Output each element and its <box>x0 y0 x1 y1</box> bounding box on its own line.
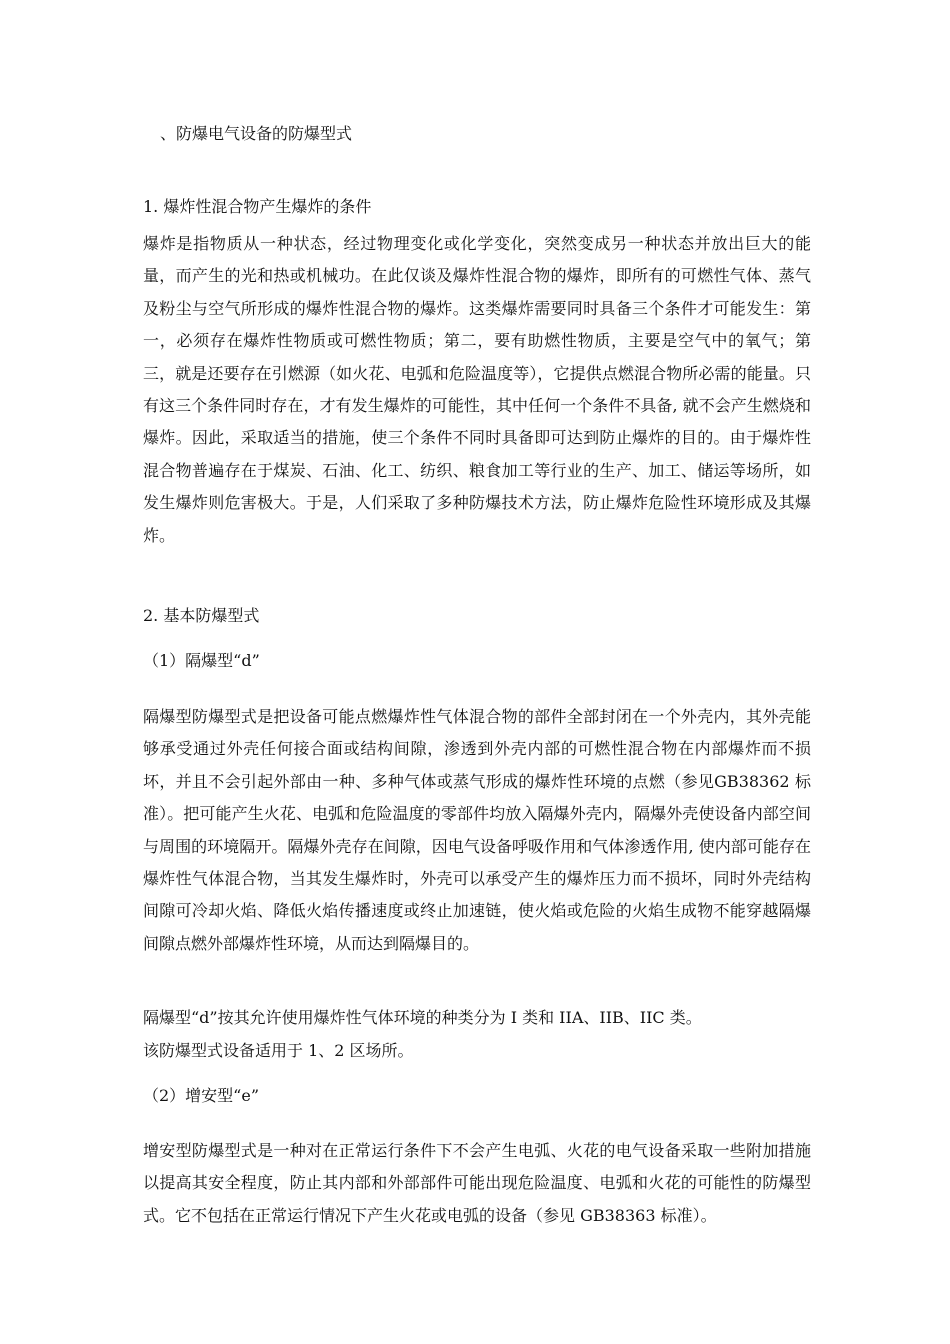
paragraph-type-e: 增安型防爆型式是一种对在正常运行条件下不会产生电弧、火花的电气设备采取一些附加措施以提高其安全程度，防止其内部和外部部件可能出现危险温度、电弧和火花的可能性的防爆型式。它不包括在正常运行情况下产生火花或电弧的设备（参见 GB38363 标准）。 <box>143 1141 811 1225</box>
paragraph-explosion-conditions: 爆炸是指物质从一种状态，经过物理变化或化学变化，突然变成另一种状态并放出巨大的能量，而产生的光和热或机械功。在此仅谈及爆炸性混合物的爆炸，即所有的可燃性气体、蒸气及粉尘与空气所形成的爆炸性混合物的爆炸。这类爆炸需要同时具备三个条件才可能发生：第一，必须存在爆炸性物质或可燃性物质；第二，要有助燃性物质，主要是空气中的氧气；第三，就是还要存在引燃源（如火花、电弧和危险温度等），它提供点燃混合物所必需的能量。只有这三个条件同时存在，才有发生爆炸的可能性，其中任何一个条件不具备, 就不会产生燃烧和爆炸。因此，采取适当的措施，使三个条件不同时具备即可达到防止爆炸的目的。由于爆炸性混合物普遍存在于煤炭、石油、化工、纺织、粮食加工等行业的生产、加工、储运等场所，如发生爆炸则危害极大。于是，人们采取了多种防爆技术方法，防止爆炸危险性环境形成及其爆炸。 <box>143 234 811 545</box>
paragraph-type-d: 隔爆型防爆型式是把设备可能点燃爆炸性气体混合物的部件全部封闭在一个外壳内，其外壳能够承受通过外壳任何接合面或结构间隙，渗透到外壳内部的可燃性混合物在内部爆炸而不损坏，并且不会引起外部由一种、多种气体或蒸气形成的爆炸性环境的点燃（参见GB38362 标准）。把可能产生火花、电弧和危险温度的零部件均放入隔爆外壳内，隔爆外壳使设备内部空间与周围的环境隔开。隔爆外壳存在间隙，因电气设备呼吸作用和气体渗透作用, 使内部可能存在爆炸性气体混合物，当其发生爆炸时，外壳可以承受产生的爆炸压力而不损坏，同时外壳结构间隙可冷却火焰、降低火焰传播速度或终止加速链，使火焰或危险的火焰生成物不能穿越隔爆间隙点燃外部爆炸性环境，从而达到隔爆目的。 <box>143 707 811 953</box>
subheading-type-e: （2）增安型“e” <box>143 1086 260 1105</box>
paragraph-type-d-zones: 该防爆型式设备适用于 1、2 区场所。 <box>143 1041 414 1060</box>
subheading-type-d: （1）隔爆型“d” <box>143 651 260 670</box>
section-heading-basic-types: 2. 基本防爆型式 <box>143 606 260 625</box>
paragraph-type-d-classes: 隔爆型“d”按其允许使用爆炸性气体环境的种类分为 I 类和 IIA、IIB、IIC 类。 <box>143 1008 702 1027</box>
document-title: 、防爆电气设备的防爆型式 <box>160 124 353 143</box>
section-heading-conditions: 1. 爆炸性混合物产生爆炸的条件 <box>143 197 372 216</box>
